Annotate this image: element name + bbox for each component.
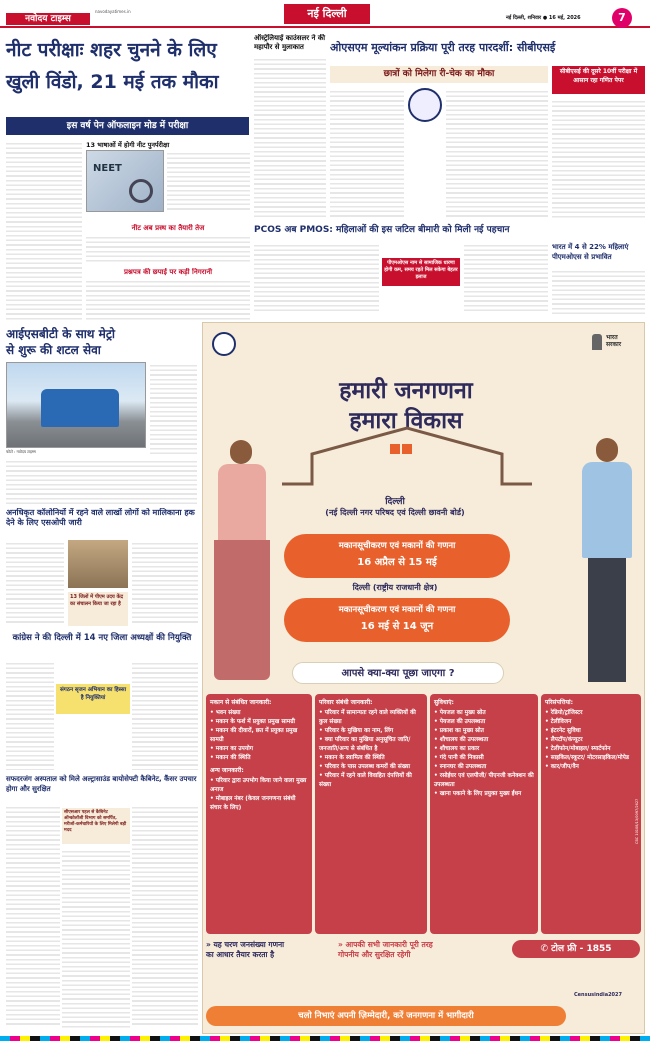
foot-left-line1: » यह चरण जनसंख्या गणना bbox=[206, 940, 285, 949]
col3-item: • पेयजल की उपलब्धता bbox=[434, 718, 534, 727]
metro-head-line2: से शुरू की शटल सेवा bbox=[6, 343, 101, 357]
safdarjung-body-b bbox=[62, 848, 130, 1028]
neet-headline bbox=[6, 34, 246, 98]
col2-item: • परिवार में रहने वाले विवाहित दंपत्तियों की संख्या bbox=[319, 772, 423, 790]
col4-item: • टेलीफोन/मोबाइल/ स्मार्टफोन bbox=[545, 745, 637, 754]
house-outline-icon bbox=[272, 424, 542, 544]
col3-item: • प्रकाश का मुख्य स्रोत bbox=[434, 727, 534, 736]
woman-head bbox=[230, 440, 252, 464]
census-website: Censusindia2027 bbox=[574, 992, 622, 998]
col3-item: • गंदे पानी की निकासी bbox=[434, 754, 534, 763]
tollfree-button bbox=[512, 940, 640, 958]
cbse-side-body bbox=[552, 98, 645, 218]
col1b-head: अन्य जानकारी: bbox=[210, 767, 244, 774]
stethoscope-icon bbox=[129, 179, 153, 203]
colonies-photo bbox=[68, 540, 128, 588]
cbc-code: CBC 10108/13/0097/2627 bbox=[635, 798, 639, 844]
col3-item: • शौचालय की उपलब्धता bbox=[434, 736, 534, 745]
pcos-quote: पीएमओएस नाम से सामाजिक धारणा होगी कम, समय रहते मिल सकेगा बेहतर इलाज bbox=[382, 258, 460, 286]
col2-item: • परिवार के पास उपलब्ध कमरों की संख्या bbox=[319, 763, 423, 772]
foot-mid-line1: » आपकी सभी जानकारी पूरी तरह bbox=[338, 940, 433, 949]
delhi-title: दिल्ली bbox=[385, 497, 405, 507]
pcos-body-b bbox=[464, 242, 548, 314]
phase2-dates: 16 मई से 14 जून bbox=[360, 621, 434, 632]
info-col-assets bbox=[541, 694, 641, 934]
colonies-body-a bbox=[6, 540, 64, 626]
info-col-house bbox=[206, 694, 312, 934]
metro-photo-caption: फोटो : नवोदय टाइम्स bbox=[6, 449, 36, 454]
safdarjung-body-a bbox=[6, 804, 60, 1028]
gov-label bbox=[606, 334, 621, 348]
col2-item: • परिवार में सामान्यतः रहने वाले व्यक्तियों की कुल संख्या bbox=[319, 709, 423, 727]
pcos-side-body bbox=[552, 268, 645, 314]
paper-logo: नवोदय टाइम्स bbox=[6, 13, 90, 25]
date-line: नई दिल्ली, शनिवार ● 16 मई, 2026 bbox=[506, 15, 581, 21]
foot-mid bbox=[338, 940, 508, 960]
gov-line2: सरकार bbox=[606, 341, 622, 348]
cbse-body-a bbox=[330, 88, 404, 218]
bus-shape bbox=[41, 389, 119, 427]
col1-item: • भवन संख्या bbox=[210, 709, 308, 718]
aus-head: ऑस्ट्रेलियाई काउंसलर ने की महापौर से मुलाकात bbox=[254, 34, 326, 51]
woman-saree bbox=[214, 540, 270, 680]
col3-head: सुविधाएं: bbox=[434, 699, 454, 706]
phone-icon: ✆ bbox=[540, 944, 552, 954]
col4-head: परिसंपत्तियां: bbox=[545, 699, 574, 706]
col3-item: • स्नानघर की उपलब्धता bbox=[434, 763, 534, 772]
neet-box2-body bbox=[86, 278, 250, 322]
col4-item: • साइकिल/स्कूटर/ मोटरसाइकिल/मोपेड bbox=[545, 754, 637, 763]
section-tab: नई दिल्ली bbox=[284, 4, 370, 24]
congress-body-a bbox=[6, 660, 54, 770]
census-logo-icon bbox=[212, 332, 236, 356]
neet-subhead: इस वर्ष पेन ऑफलाइन मोड में परीक्षा bbox=[6, 117, 249, 135]
neet-body-col1 bbox=[6, 140, 82, 322]
col1-head: मकान से संबंधित जानकारी: bbox=[210, 699, 272, 706]
metro-side-body bbox=[150, 362, 197, 454]
info-col-family bbox=[315, 694, 427, 934]
man-trousers bbox=[588, 558, 626, 682]
pcos-body-a bbox=[254, 242, 379, 314]
neet-box2-head: प्रश्नपत्र की छपाई पर कड़ी निगरानी bbox=[123, 268, 213, 276]
cbse-head: ओएसएम मूल्यांकन प्रक्रिया पूरी तरह पारदर्शी: सीबीएसई bbox=[330, 41, 556, 54]
ask-title: आपसे क्या-क्या पूछा जाएगा ? bbox=[292, 662, 504, 684]
col1b-item: • मोबाइल नंबर (केवल जनगणना संबंधी संचार के लिए) bbox=[210, 795, 308, 813]
col1-item: • मकान के फर्श में प्रयुक्त प्रमुख सामग्री bbox=[210, 718, 308, 727]
print-color-bar bbox=[0, 1036, 650, 1041]
pcos-head: PCOS अब PMOS: महिलाओं की इस जटिल बीमारी को मिली नई पहचान bbox=[254, 225, 510, 235]
emblem-icon bbox=[592, 334, 602, 350]
col4-item: • टेलीविजन bbox=[545, 718, 637, 727]
col4-item: • इंटरनेट सुविधा bbox=[545, 727, 637, 736]
neet-box1-body bbox=[86, 234, 250, 264]
masthead bbox=[0, 0, 650, 28]
neet-languages-head: 13 भाषाओं में होगी नीट पुनर्परीक्षा bbox=[86, 141, 170, 149]
safdarjung-highlight: सीएसआर पहल से कैबिनेट ऑन्कोलॉजी विभाग को समर्पित, मरीजों-कर्मचारियों के लिए मिलेगी बड़ी मदद bbox=[62, 808, 130, 844]
foot-left bbox=[206, 940, 334, 960]
neet-title-line2: खुली विंडो, 21 मई तक मौका bbox=[6, 71, 219, 93]
census-title-line1: हमारी जनगणना bbox=[339, 378, 473, 404]
cbse-logo-icon bbox=[408, 88, 442, 122]
phase1-pill bbox=[284, 534, 510, 578]
enumerator-man bbox=[576, 438, 638, 682]
phase1-title: मकानसूचीकरण एवं मकानों की गणना bbox=[338, 541, 456, 551]
congress-head: कांग्रेस ने की दिल्ली में 14 नए जिला अध्यक्षों की नियुक्ति bbox=[12, 633, 192, 643]
col2-item: • परिवार के मुखिया का नाम, लिंग bbox=[319, 727, 423, 736]
metro-photo bbox=[6, 362, 146, 448]
col3-item: • शौचालय का प्रकार bbox=[434, 745, 534, 754]
cbse-subhead: छात्रों को मिलेगा री-चेक का मौका bbox=[330, 66, 548, 83]
safdarjung-head: सफदरजंग अस्पताल को मिले अल्ट्रासाउंड बायोसेफ्टी कैबिनेट, कैंसर उपचार होगा और सुरक्षित bbox=[6, 775, 197, 793]
phase2-title: मकानसूचीकरण एवं मकानों की गणना bbox=[338, 605, 456, 615]
col3-item: • खाना पकाने के लिए प्रयुक्त मुख्य ईंधन bbox=[434, 790, 534, 799]
col2-item: • क्या परिवार का मुखिया अनुसूचित जाति/जनजाति/अन्य से संबंधित है bbox=[319, 736, 423, 754]
bottom-banner: चलो निभाएं अपनी ज़िम्मेदारी, करें जनगणना में भागीदारी bbox=[206, 1006, 566, 1026]
col4-item: • कार/जीप/वैन bbox=[545, 763, 637, 772]
safdarjung-body-c bbox=[132, 804, 198, 1028]
col2-item: • मकान के स्वामित्व की स्थिति bbox=[319, 754, 423, 763]
col1-item: • मकान की दीवारों, छत में प्रयुक्त प्रमुख सामग्री bbox=[210, 727, 308, 745]
neet-box1-head: नीट अब प्रस्थ का तैयारी तेज bbox=[131, 224, 205, 232]
enumerator-woman bbox=[210, 440, 274, 680]
census-title-line2: हमारा विकास bbox=[349, 408, 463, 434]
congress-body-b bbox=[132, 660, 198, 770]
foot-left-line2: का आधार तैयार करता है bbox=[206, 950, 275, 959]
congress-highlight: संगठन सृजन अभियान का हिस्सा है नियुक्तियां bbox=[56, 684, 130, 714]
colonies-head: अनधिकृत कॉलोनियों में रहने वाले लाखों लोगों को मालिकाना हक देने के लिए एसओपी जारी bbox=[6, 508, 195, 527]
gov-line1: भारत bbox=[606, 334, 618, 341]
man-shirt bbox=[582, 462, 632, 558]
pcos-side-head: भारत में 4 से 22% महिलाएं पीएमओएस से प्रभावित bbox=[552, 243, 629, 261]
tollfree-text: टोल फ्री - 1855 bbox=[551, 944, 612, 954]
metro-head bbox=[6, 326, 206, 358]
info-col-amenities bbox=[430, 694, 538, 934]
delhi-subtitle: (नई दिल्ली नगर परिषद एवं दिल्ली छावनी बोर्ड) bbox=[325, 508, 465, 517]
metro-body bbox=[6, 458, 197, 504]
aus-body bbox=[254, 56, 326, 218]
cbse-side-head: सीबीएसई की दूसरे 10वीं परीक्षा में आसान रहा गणित पेपर bbox=[552, 66, 645, 94]
foot-mid-line2: गोपनीय और सुरक्षित रहेगी bbox=[338, 950, 411, 959]
nct-title: दिल्ली (राष्ट्रीय राजधानी क्षेत्र) bbox=[352, 583, 438, 592]
col3-item: • पेयजल का मुख्य स्रोत bbox=[434, 709, 534, 718]
neet-photo bbox=[86, 150, 164, 212]
neet-title-line1: नीट परीक्षाः शहर चुनने के लिए bbox=[6, 39, 217, 61]
col2-head: परिवार संबंधी जानकारी: bbox=[319, 699, 373, 706]
neet-photo-label: NEET bbox=[93, 163, 122, 174]
site-url: navodayatimes.in bbox=[95, 9, 131, 14]
page-number: 7 bbox=[612, 8, 632, 28]
col1-item: • मकान की स्थिति bbox=[210, 754, 308, 763]
col4-item: • रेडियो/ट्रांजिस्टर bbox=[545, 709, 637, 718]
cbse-body-b bbox=[446, 88, 548, 218]
col3-item: • रसोईघर एवं एलपीजी/ पीएनजी कनेक्शन की उपलब्धता bbox=[434, 772, 534, 790]
colonies-body-b bbox=[132, 540, 198, 626]
col4-item: • लैपटॉप/कंप्यूटर bbox=[545, 736, 637, 745]
man-head bbox=[596, 438, 618, 462]
phase1-dates: 16 अप्रैल से 15 मई bbox=[357, 557, 437, 568]
phase2-pill bbox=[284, 598, 510, 642]
colonies-highlight: 13 जिलों में पीएम उदय केंद्र का संचालन किया जा रहा है bbox=[68, 592, 128, 626]
woman-body bbox=[218, 464, 266, 544]
neet-body-col2 bbox=[167, 150, 250, 212]
metro-head-line1: आईएसबीटी के साथ मेट्रो bbox=[6, 327, 115, 341]
col1-item: • मकान का उपयोग bbox=[210, 745, 308, 754]
col1b-item: • परिवार द्वारा उपभोग किया जाने वाला मुख्य अनाज bbox=[210, 777, 308, 795]
